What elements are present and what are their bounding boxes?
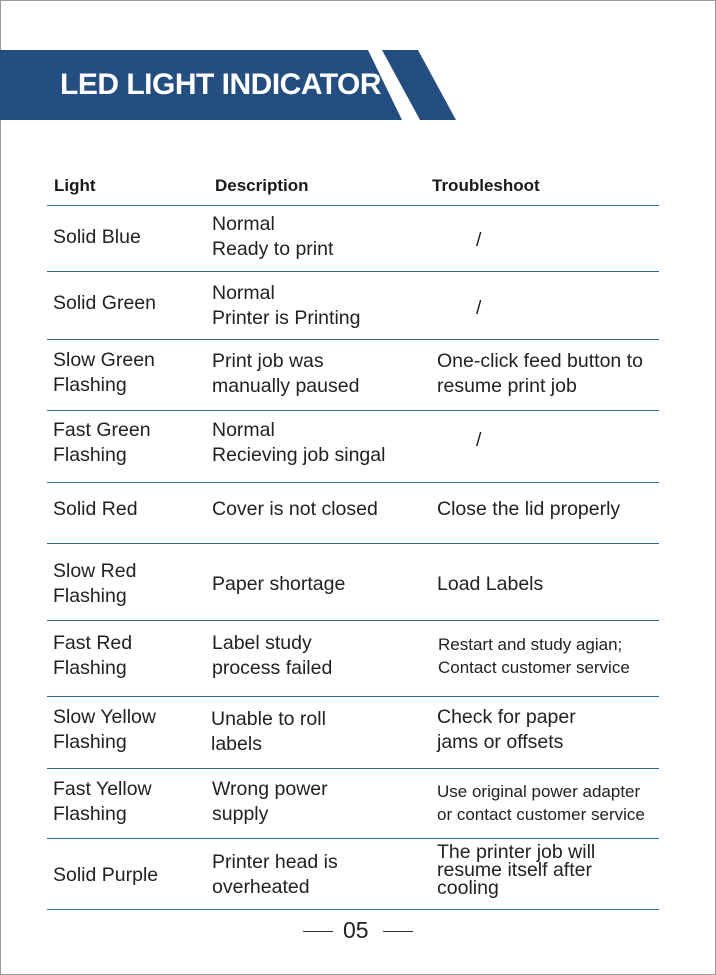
page-footer xyxy=(0,917,716,947)
table-row xyxy=(0,206,716,271)
troubleshoot-cell: Close the lid properly xyxy=(437,498,621,520)
table-row xyxy=(0,621,716,696)
light-cell: Fast Yellow Flashing xyxy=(53,778,152,825)
troubleshoot-cell: Restart and study agian; Contact customer service xyxy=(438,635,630,677)
footer-dash-right xyxy=(383,931,413,932)
table-header xyxy=(0,176,716,198)
description-cell: Cover is not closed xyxy=(212,498,378,520)
table-row xyxy=(0,697,716,768)
description-cell: Label study process failed xyxy=(212,632,333,679)
description-cell: Print job was manually paused xyxy=(212,350,360,397)
light-cell: Fast Red Flashing xyxy=(53,632,133,679)
page-title: LED LIGHT INDICATOR xyxy=(60,68,382,101)
light-cell: Slow Red Flashing xyxy=(53,560,137,607)
light-cell: Solid Green xyxy=(53,292,156,314)
light-cell: Fast Green Flashing xyxy=(53,419,151,466)
troubleshoot-cell: The printer job will resume itself after cooling xyxy=(437,841,596,899)
description-cell: Unable to roll labels xyxy=(211,708,326,755)
header-description: Description xyxy=(215,176,309,195)
row-divider xyxy=(47,909,659,910)
troubleshoot-cell: Load Labels xyxy=(437,573,544,595)
table-row xyxy=(0,411,716,482)
table-row xyxy=(0,340,716,410)
description-cell: Wrong power supply xyxy=(212,778,328,825)
header-light: Light xyxy=(54,176,96,195)
title-banner xyxy=(0,50,460,120)
table-row xyxy=(0,544,716,620)
light-cell: Slow Green Flashing xyxy=(53,349,155,396)
table-row xyxy=(0,769,716,838)
table-row xyxy=(0,272,716,338)
footer-dash-left xyxy=(303,931,333,932)
description-cell: Printer head is overheated xyxy=(212,851,338,898)
description-cell: Normal Recieving job singal xyxy=(212,419,386,466)
light-cell: Solid Red xyxy=(53,498,138,520)
troubleshoot-cell: / xyxy=(476,297,482,319)
troubleshoot-cell: / xyxy=(476,429,482,451)
light-cell: Solid Purple xyxy=(53,864,159,886)
table-row xyxy=(0,839,716,909)
page-number: 05 xyxy=(343,917,369,943)
troubleshoot-cell: / xyxy=(476,229,482,251)
troubleshoot-cell: One-click feed button to resume print job xyxy=(437,350,643,397)
light-cell: Solid Blue xyxy=(53,226,141,248)
light-cell: Slow Yellow Flashing xyxy=(53,706,156,753)
header-troubleshoot: Troubleshoot xyxy=(432,176,540,195)
troubleshoot-cell: Check for paper jams or offsets xyxy=(437,706,576,753)
description-cell: Normal Ready to print xyxy=(212,213,334,260)
description-cell: Paper shortage xyxy=(212,573,346,595)
table-row xyxy=(0,483,716,543)
troubleshoot-cell: Use original power adapter or contact customer service xyxy=(437,782,645,824)
description-cell: Normal Printer is Printing xyxy=(212,282,361,329)
